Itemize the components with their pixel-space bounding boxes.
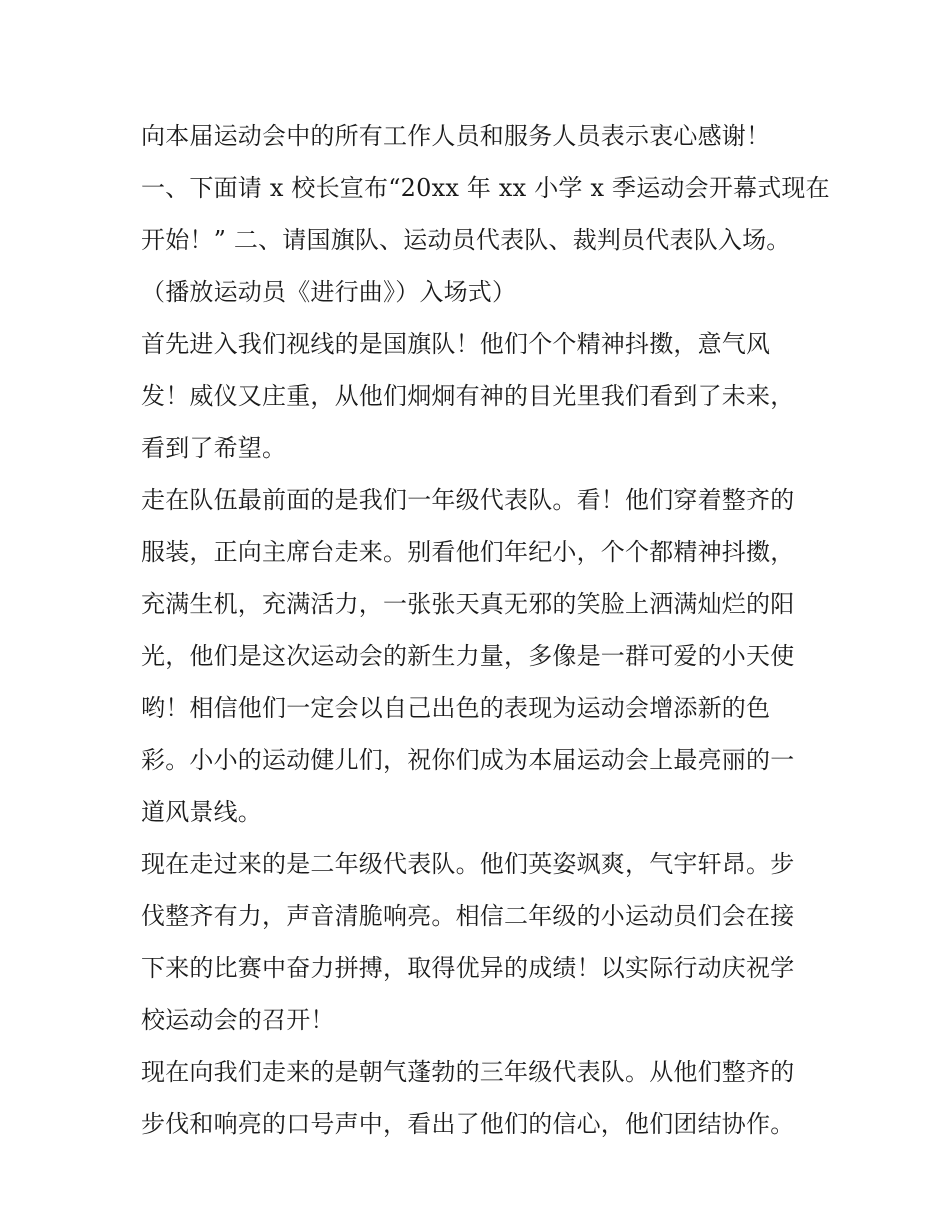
text-line: 走在队伍最前面的是我们一年级代表队。看！他们穿着整齐的 [141,486,795,514]
text-line: 步伐和响亮的口号声中，看出了他们的信心，他们团结协作。 [141,1110,795,1138]
text-line: 充满生机，充满活力，一张张天真无邪的笑脸上洒满灿烂的阳 [141,590,795,618]
text-line: 开始！” 二、请国旗队、运动员代表队、裁判员代表队入场。 [141,226,791,254]
text-line: 向本届运动会中的所有工作人员和服务人员表示衷心感谢！ [141,122,771,150]
text-line: 彩。小小的运动健儿们，祝你们成为本届运动会上最亮丽的一 [141,746,795,774]
text-line: （播放运动员《进行曲》）入场式） [141,278,517,306]
text-line: 哟！相信他们一定会以自己出色的表现为运动会增添新的色 [141,694,771,722]
text-line: 校运动会的召开！ [141,1006,335,1034]
text-line: 道风景线。 [141,798,262,826]
text-line: 看到了希望。 [141,434,287,462]
text-line: 下来的比赛中奋力拼搏，取得优异的成绩！以实际行动庆祝学 [141,954,795,982]
text-line: 发！威仪又庄重，从他们炯炯有神的目光里我们看到了未来， [141,382,795,410]
text-line: 服装，正向主席台走来。别看他们年纪小，个个都精神抖擞， [141,538,795,566]
document-body [141,110,830,1150]
text-line: 光，他们是这次运动会的新生力量，多像是一群可爱的小天使 [141,642,795,670]
text-line: 现在向我们走来的是朝气蓬勃的三年级代表队。从他们整齐的 [141,1058,795,1086]
text-line: 现在走过来的是二年级代表队。他们英姿飒爽，气宇轩昂。步 [141,850,795,878]
text-line: 首先进入我们视线的是国旗队！他们个个精神抖擞，意气风 [141,330,771,358]
text-line: 伐整齐有力，声音清脆响亮。相信二年级的小运动员们会在接 [141,902,795,930]
text-line: 一、下面请 x 校长宣布“20xx 年 xx 小学 x 季运动会开幕式现在 [141,174,830,202]
